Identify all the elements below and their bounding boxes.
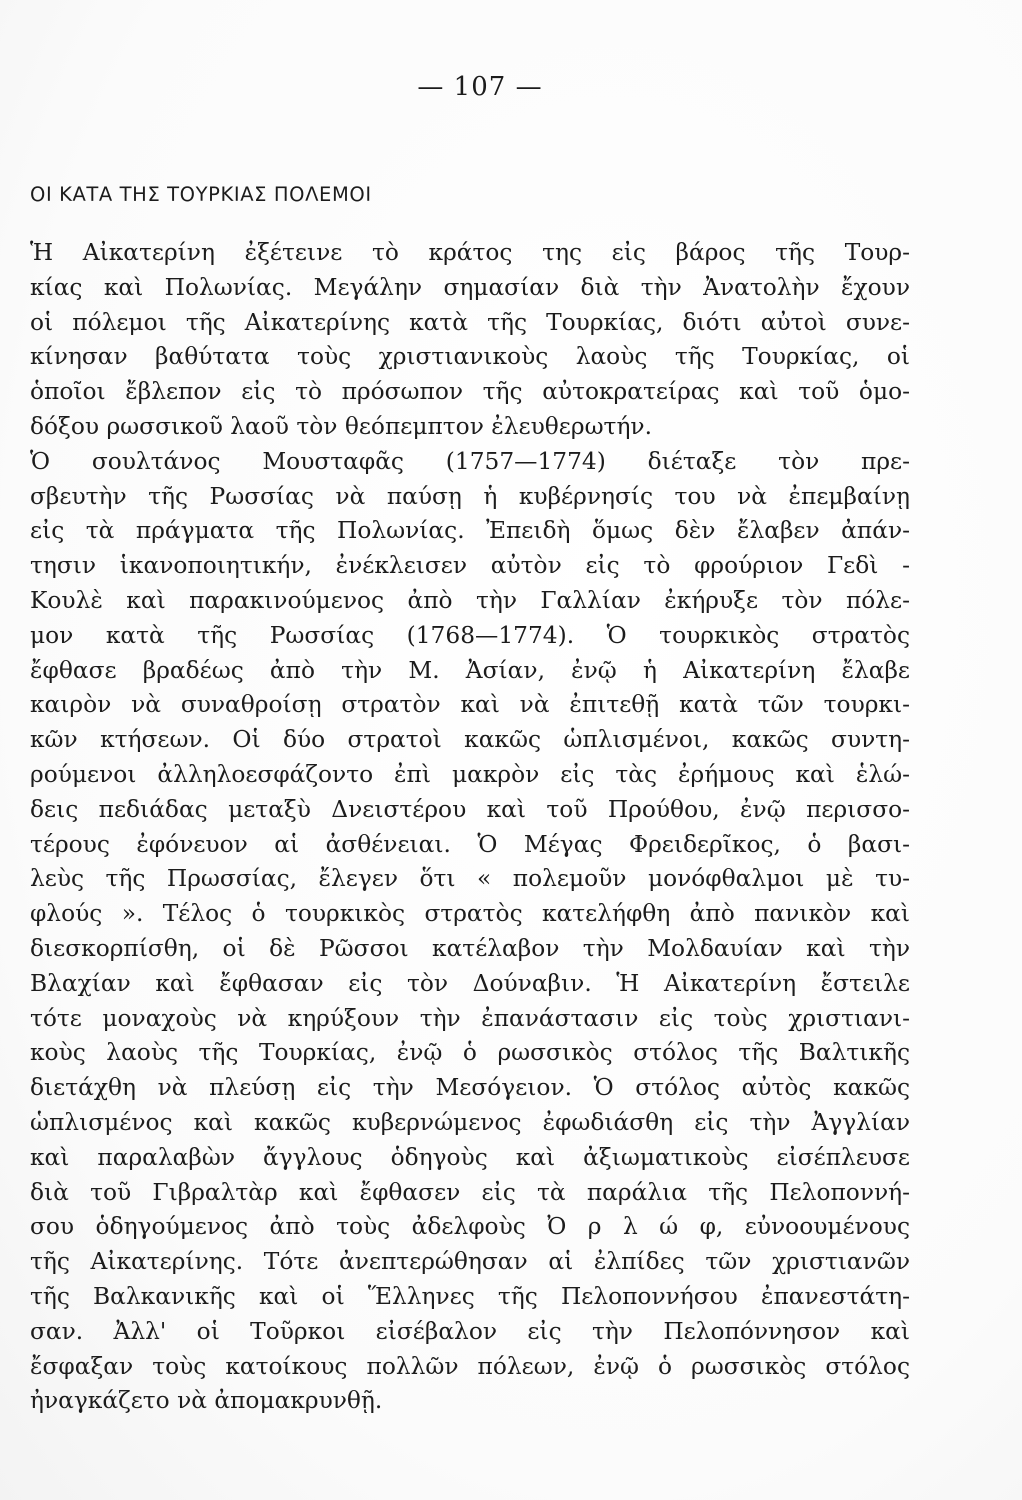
text-line: διεσκορπίσθη, οἱ δὲ Ρῶσσοι κατέλαβον τὴν Μολδαυίαν καὶ τὴν	[30, 934, 910, 962]
text-line: ρούμενοι ἀλληλοεσφάζοντο ἐπὶ μακρὸν εἰς τὰς ἐρήμους καὶ ἑλώ-	[30, 760, 910, 788]
text-line: εἰς τὰ πράγματα τῆς Πολωνίας. Ἐπειδὴ ὅμως δὲν ἔλαβεν ἀπάν-	[30, 517, 910, 545]
text-line: Ἡ Αἰκατερίνη ἐξέτεινε τὸ κράτος της εἰς βάρος τῆς Τουρ-	[30, 239, 910, 266]
text-line: τησιν ἱκανοποιητικήν, ἐνέκλεισεν αὐτὸν εἰς τὸ φρούριον Γεδὶ -	[30, 552, 910, 580]
text-line: δόξου ρωσσικοῦ λαοῦ τὸν θεόπεμπτον ἐλευθερωτήν.	[30, 412, 652, 440]
text-line: Βλαχίαν καὶ ἔφθασαν εἰς τὸν Δούναβιν. Ἡ Αἰκατερίνη ἔστειλε	[30, 969, 910, 997]
text-line: διὰ τοῦ Γιβραλτὰρ καὶ ἔφθασεν εἰς τὰ παράλια τῆς Πελοποννή-	[30, 1178, 910, 1206]
text-line: τότε μοναχοὺς νὰ κηρύξουν τὴν ἐπανάστασιν εἰς τοὺς χριστιανι-	[30, 1004, 910, 1032]
text-line: ὡπλισμένος καὶ κακῶς κυβερνώμενος ἐφωδιάσθη εἰς τὴν Ἀγγλίαν	[30, 1108, 910, 1136]
text-line: κίνησαν βαθύτατα τοὺς χριστιανικοὺς λαοὺς τῆς Τουρκίας, οἱ	[30, 343, 910, 371]
text-line: λεὺς τῆς Πρωσσίας, ἔλεγεν ὅτι « πολεμοῦν μονόφθαλμοι μὲ τυ-	[30, 865, 910, 893]
text-line: Κουλὲ καὶ παρακινούμενος ἀπὸ τὴν Γαλλίαν ἐκήρυξε τὸν πόλε-	[30, 586, 910, 614]
text-line: διετάχθη νὰ πλεύσῃ εἰς τὴν Μεσόγειον. Ὁ στόλος αὐτὸς κακῶς	[30, 1074, 910, 1102]
text-line: σου ὁδηγούμενος ἀπὸ τοὺς ἀδελφοὺς Ὀ ρ λ ώ φ, εὐνοουμένους	[30, 1213, 910, 1241]
text-line: δεις πεδιάδας μεταξὺ Δνειστέρου καὶ τοῦ Προύθου, ἐνῷ περισσο-	[30, 795, 910, 823]
text-line: καιρὸν νὰ συναθροίσῃ στρατὸν καὶ νὰ ἐπιτεθῇ κατὰ τῶν τουρκι-	[30, 691, 910, 719]
text-line: κῶν κτήσεων. Οἱ δύο στρατοὶ κακῶς ὡπλισμένοι, κακῶς συντη-	[30, 726, 910, 754]
text-line: Ὁ σουλτάνος Μουσταφᾶς (1757—1774) διέταξε τὸν πρε-	[30, 447, 910, 475]
text-line: ἠναγκάζετο νὰ ἀπομακρυνθῇ.	[30, 1387, 383, 1415]
text-line: κίας καὶ Πολωνίας. Μεγάλην σημασίαν διὰ τὴν Ἀνατολὴν ἔχουν	[30, 273, 910, 301]
page-number: — 107 —	[417, 72, 543, 102]
text-line: φλούς ». Τέλος ὁ τουρκικὸς στρατὸς κατελήφθη ἀπὸ πανικὸν καὶ	[30, 900, 910, 928]
text-line: σαν. Ἀλλ' οἱ Τοῦρκοι εἰσέβαλον εἰς τὴν Πελοπόννησον καὶ	[30, 1317, 910, 1345]
text-line: ἔφθασε βραδέως ἀπὸ τὴν Μ. Ἀσίαν, ἐνῷ ἡ Αἰκατερίνη ἔλαβε	[30, 656, 910, 684]
text-line: καὶ παραλαβὼν ἄγγλους ὁδηγοὺς καὶ ἀξιωματικοὺς εἰσέπλευσε	[30, 1143, 910, 1171]
text-line: κοὺς λαοὺς τῆς Τουρκίας, ἐνῷ ὁ ρωσσικὸς στόλος τῆς Βαλτικῆς	[30, 1039, 910, 1067]
text-line: ὁποῖοι ἔβλεπον εἰς τὸ πρόσωπον τῆς αὐτοκρατείρας καὶ τοῦ ὁμο-	[30, 378, 910, 406]
chapter-title: ΟΙ ΚΑΤΑ ΤΗΣ ΤΟΥΡΚΙΑΣ ΠΟΛΕΜΟΙ	[30, 183, 372, 206]
text-line: τῆς Βαλκανικῆς καὶ οἱ Ἕλληνες τῆς Πελοποννήσου ἐπανεστάτη-	[30, 1282, 910, 1310]
text-line: οἱ πόλεμοι τῆς Αἰκατερίνης κατὰ τῆς Τουρκίας, διότι αὐτοὶ συνε-	[30, 308, 910, 336]
body-text	[30, 236, 910, 1419]
text-line: ἔσφαξαν τοὺς κατοίκους πολλῶν πόλεων, ἐνῷ ὁ ρωσσικὸς στόλος	[30, 1352, 910, 1380]
text-line: τῆς Αἰκατερίνης. Τότε ἀνεπτερώθησαν αἱ ἐλπίδες τῶν χριστιανῶν	[30, 1248, 910, 1276]
text-line: τέρους ἐφόνευον αἱ ἀσθένειαι. Ὁ Μέγας Φρειδερῖκος, ὁ βασι-	[30, 830, 910, 858]
text-line: σβευτὴν τῆς Ρωσσίας νὰ παύσῃ ἡ κυβέρνησίς του νὰ ἐπεμβαίνῃ	[30, 482, 910, 510]
text-line: μον κατὰ τῆς Ρωσσίας (1768—1774). Ὁ τουρκικὸς στρατὸς	[30, 621, 910, 649]
